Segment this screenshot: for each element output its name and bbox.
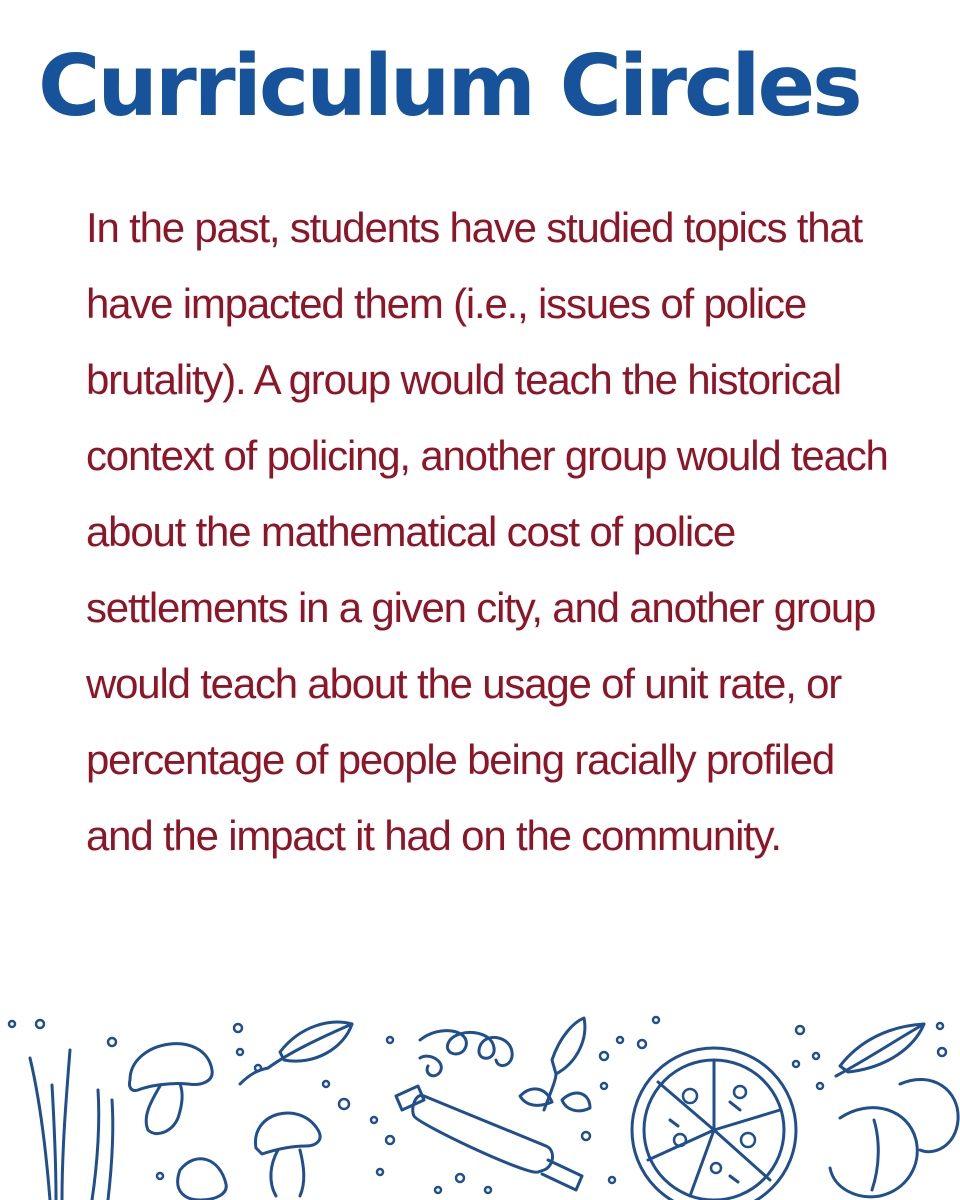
basil-icon: [520, 1018, 590, 1111]
page-title: Curriculum Circles: [38, 37, 860, 136]
rolling-pin-icon: [396, 1086, 582, 1190]
food-illustration-border: [0, 1000, 960, 1200]
body-paragraph: In the past, students have studied topics that have impacted them (i.e., issues of police brutality). A group would teach the historical context of policing, another group would teach about the mathematical cost of police settlements in a given city, and another group would teach about the usage of unit rate, or percentage of people being racially profiled and the impact it had on the community.: [86, 204, 888, 859]
leaf-icon: [240, 1022, 352, 1084]
scallion-icon: [30, 1050, 113, 1200]
noodle-icon: [420, 1031, 512, 1076]
pizza-icon: [632, 1048, 796, 1200]
